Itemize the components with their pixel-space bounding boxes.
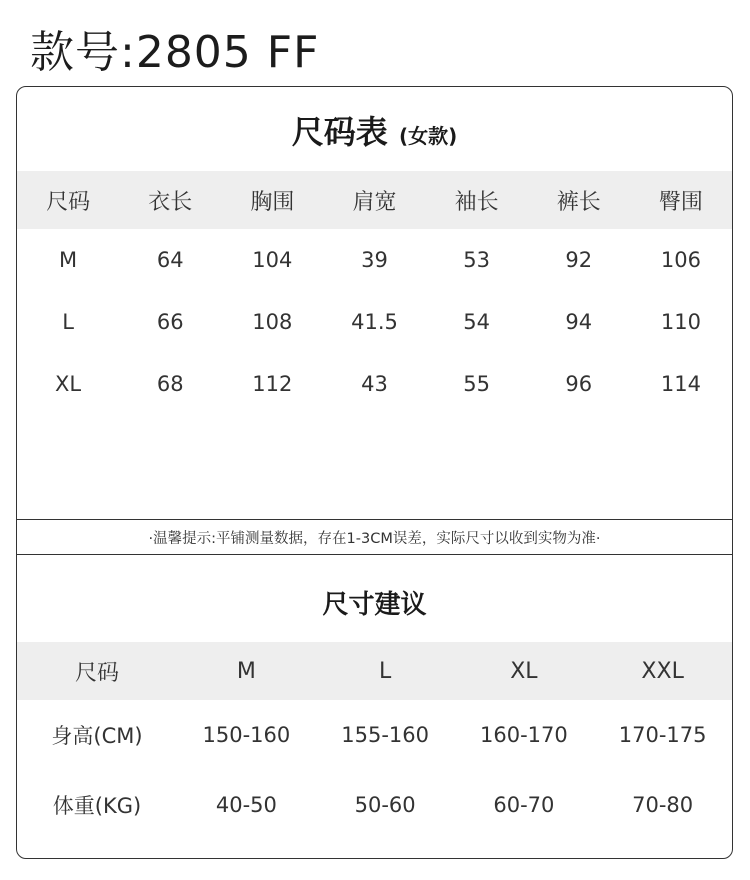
size-table: [17, 171, 732, 415]
size-chart-card: [16, 86, 733, 859]
measurement-tip: ·温馨提示:平铺测量数据，存在1-3CM误差，实际尺寸以收到实物为准·: [17, 519, 732, 555]
table-cell: 53: [463, 248, 490, 272]
table-cell: 150-160: [202, 723, 291, 747]
header-size: 尺码: [17, 171, 119, 229]
table-cell: 54: [463, 310, 490, 334]
table-cell: 40-50: [215, 793, 277, 817]
table-cell: 112: [252, 372, 293, 396]
table-cell: 70-80: [632, 793, 694, 817]
table-cell: 155-160: [341, 723, 429, 747]
table-row: [17, 291, 732, 353]
table-cell: 66: [156, 310, 184, 334]
table-cell: 108: [252, 310, 293, 334]
table-row: [17, 770, 732, 840]
rec-header-size: 尺码: [17, 642, 177, 700]
recommendation-header-row: [17, 642, 732, 700]
table-cell: 身高(CM): [51, 724, 143, 748]
table-cell: 92: [565, 248, 593, 272]
table-cell: 55: [463, 372, 490, 396]
recommendation-table: [17, 642, 732, 840]
table-cell: 170-175: [618, 723, 707, 747]
table-cell: 41.5: [351, 310, 398, 334]
model-number-title: 款号:2805 FF: [30, 27, 320, 78]
header-length: 衣长: [119, 171, 221, 229]
table-cell: 114: [660, 372, 701, 396]
table-cell: M: [59, 248, 78, 272]
table-row: [17, 353, 732, 415]
table-cell: 106: [660, 248, 701, 272]
rec-header-m: M: [177, 642, 316, 700]
rec-header-xxl: XXL: [593, 642, 732, 700]
size-chart-subtitle: (女款): [398, 124, 458, 148]
table-cell: 43: [361, 372, 388, 396]
table-cell: 68: [156, 372, 184, 396]
header-shoulder: 肩宽: [323, 171, 425, 229]
table-cell: 94: [565, 310, 593, 334]
table-cell: 体重(KG): [52, 794, 142, 818]
header-bust: 胸围: [221, 171, 323, 229]
header-hip: 臀围: [630, 171, 732, 229]
table-cell: L: [62, 310, 74, 334]
table-cell: 64: [156, 248, 184, 272]
table-row: [17, 700, 732, 770]
table-cell: 96: [565, 372, 593, 396]
table-cell: 110: [660, 310, 701, 334]
table-cell: 104: [252, 248, 293, 272]
size-chart-title: [17, 107, 732, 153]
size-chart-title-text: 尺码表: [291, 113, 388, 151]
rec-header-xl: XL: [455, 642, 594, 700]
size-table-header-row: [17, 171, 732, 229]
header-pants-length: 裤长: [528, 171, 630, 229]
table-cell: 60-70: [493, 793, 555, 817]
table-cell: 160-170: [480, 723, 568, 747]
header-sleeve: 袖长: [426, 171, 528, 229]
table-cell: XL: [55, 372, 82, 396]
recommendation-title: 尺寸建议: [322, 590, 427, 620]
table-row: [17, 229, 732, 291]
rec-header-l: L: [316, 642, 455, 700]
table-cell: 39: [361, 248, 388, 272]
table-cell: 50-60: [354, 793, 416, 817]
